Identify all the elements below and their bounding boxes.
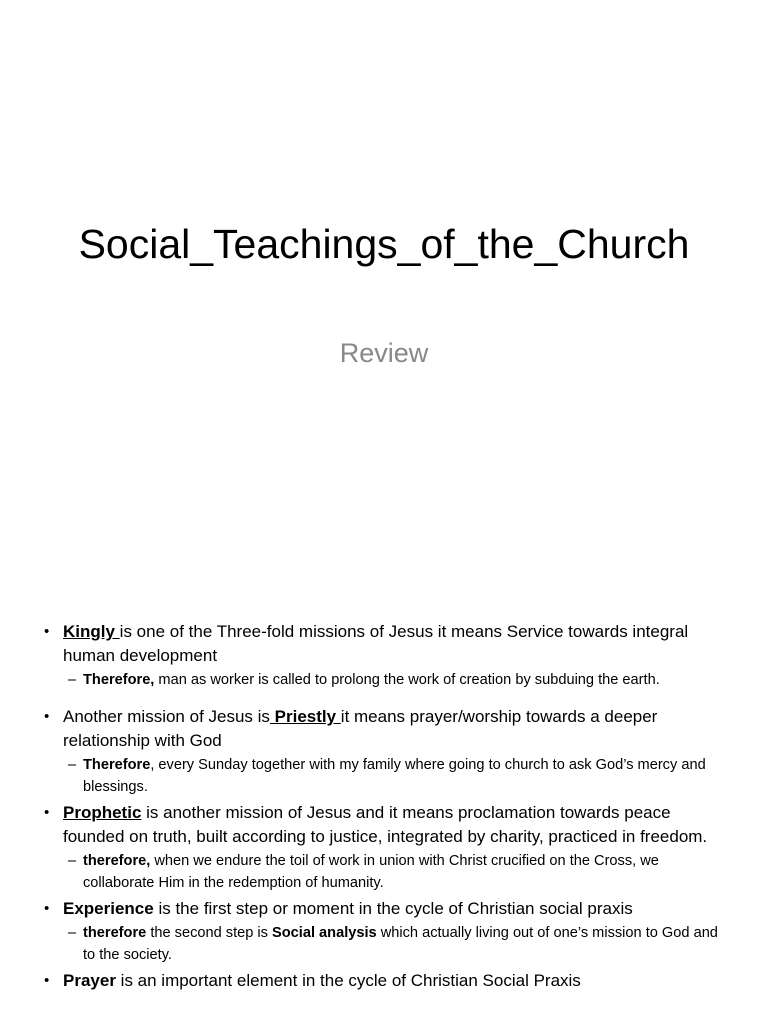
bullet-text: it means prayer/worship towards a deeper relationship with God (63, 707, 658, 750)
bullet-item-prophetic (44, 801, 734, 849)
bullet-lead: Another mission of Jesus is (63, 707, 270, 726)
bullet-icon: • (44, 708, 50, 725)
sub-item-prophetic (44, 850, 734, 894)
sub-keyword: therefore, (83, 853, 151, 869)
keyword-prayer: Prayer (63, 971, 116, 990)
bullet-item-kingly (44, 620, 734, 668)
slide-title: Social_Teachings_of_the_Church (78, 221, 690, 267)
dash-icon: – (68, 672, 77, 688)
dash-icon: – (68, 757, 77, 773)
sub-text: which actually living out of one’s mission to God and to the society. (83, 925, 718, 963)
sub-text: when we endure the toil of work in union with Christ crucified on the Cross, we collaborate Him in the redemption of humanity. (83, 853, 659, 891)
content-slide (0, 576, 768, 1024)
keyword-priestly: Priestly (269, 707, 341, 726)
bullet-text: is the first step or moment in the cycle of Christian social praxis (153, 899, 633, 918)
bullet-icon: • (44, 623, 50, 640)
slide-subtitle: Review (339, 338, 429, 368)
keyword-kingly: Kingly (63, 622, 120, 641)
sub-keyword-social-analysis: Social analysis (272, 925, 377, 941)
keyword-prophetic: Prophetic (63, 803, 142, 822)
bullet-text: is another mission of Jesus and it means proclamation towards peace founded on truth, built according to justice, integrated by charity, practiced in freedom. (63, 803, 708, 846)
dash-icon: – (68, 853, 77, 869)
bullet-item-experience (44, 897, 734, 921)
bullet-icon: • (44, 804, 50, 821)
keyword-experience: Experience (63, 899, 154, 918)
sub-keyword: Therefore, (83, 672, 155, 688)
bullet-list (44, 620, 734, 993)
sub-text: the second step is (146, 925, 273, 941)
sub-text: man as worker is called to prolong the work of creation by subduing the earth. (154, 672, 660, 688)
sub-item-kingly (44, 669, 734, 691)
sub-keyword: therefore (83, 925, 147, 941)
dash-icon: – (68, 925, 77, 941)
bullet-text: is one of the Three-fold missions of Jesus it means Service towards integral human development (63, 622, 689, 665)
sub-keyword: Therefore (83, 757, 151, 773)
bullet-icon: • (44, 900, 50, 917)
sub-item-priestly (44, 754, 734, 798)
bullet-item-priestly (44, 705, 734, 753)
bullet-text: is an important element in the cycle of Christian Social Praxis (115, 971, 581, 990)
sub-item-experience (44, 922, 734, 966)
bullet-icon: • (44, 972, 50, 989)
bullet-item-prayer (44, 969, 734, 993)
sub-text: , every Sunday together with my family where going to church to ask God’s mercy and blessings. (83, 757, 706, 795)
